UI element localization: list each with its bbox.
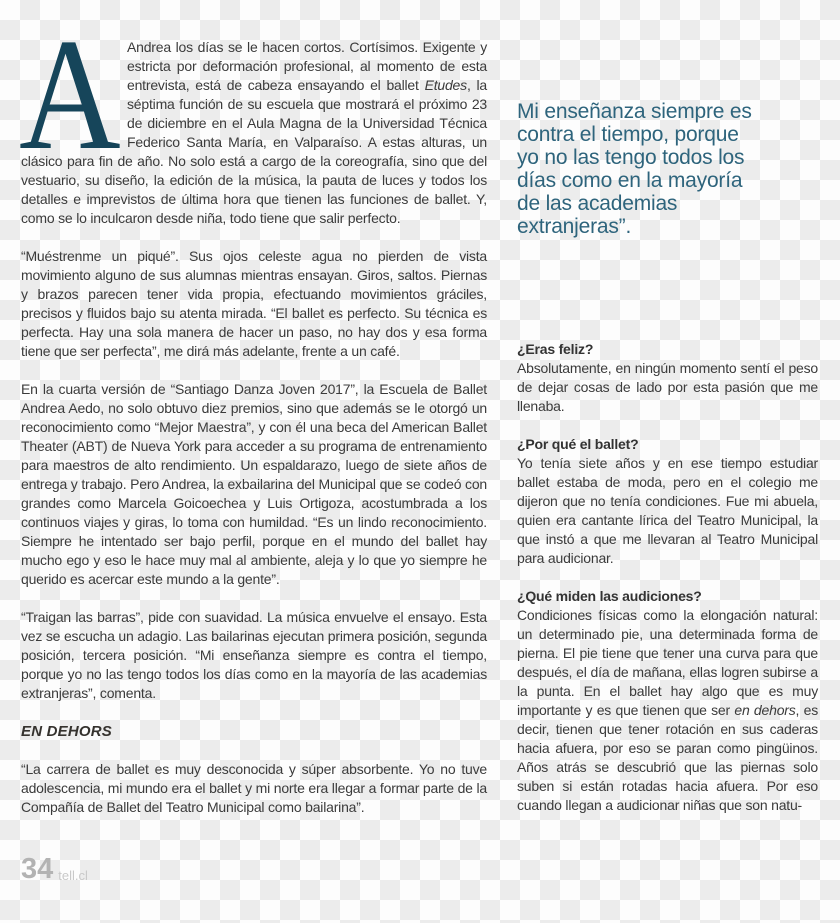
qa-answer-3-italic: en dehors — [734, 702, 796, 718]
intro-text-italic: Etudes — [424, 77, 467, 93]
qa-answer-3-pre: Condiciones físicas como la elongación natural: un determinado pie, una determinada forma de pierna. El pie tiene que tener una curva para que después, el día de mañana, ellas logren subirse a la punta. En el ballet hay algo que es muy importante y es que tienen que ser — [517, 607, 818, 718]
qa-answer-2: Yo tenía siete años y en ese tiempo estudiar ballet estaba de moda, pero en el colegio me dijeron que no tenía condiciones. Fue mi abuela, quien era cantante lírica del Teatro Municipal, la que instó a que me llevaran al Teatro Municipal para audicionar. — [517, 455, 818, 566]
site-label: tell.cl — [58, 868, 88, 883]
qa-item-2 — [517, 435, 818, 568]
article-left-column — [19, 5, 487, 836]
body-paragraph-2: En la cuarta versión de “Santiago Danza Joven 2017”, la Escuela de Ballet Andrea Aedo, no solo obtuvo diez premios, sino que además se le otorgó un reconocimiento como “Mejor Maestra”, y con él una beca del American Ballet Theater (ABT) de Nueva York para acceder a su programa de entrenamiento para maestros de alto rendimiento. Un espaldarazo, luego de siete años de entrega y trabajo. Pero Andrea, la exbailarina del Municipal que se codeó con grandes como Marcela Goicoechea y Luis Ortigoza, acostumbrada a los continuos viajes y giras, lo toma con humildad. “Es un lindo reconocimiento. Siempre he intentado ser bajo perfil, porque en el mundo del ballet hay mucho ego y eso le hace muy mal al ambiente, aleja y lo que yo siempre he querido es acercar este mundo a la gente”. — [21, 381, 487, 587]
qa-answer-3 — [517, 606, 818, 815]
intro-text-post: , la séptima función de su escuela que mostrará el próximo 23 de diciembre en el Aula Magna de la Universidad Técnica Federico Santa María, en Valparaíso. A estas alturas, un clásico para fin de año. No solo está a cargo de la coreografía, sino que del vestuario, su diseño, la edición de la música, la pauta de luces y todos los detalles e imprevistos de última hora que tienen las funciones de ballet. Y, como se lo inculcaron desde niña, todo tiene que salir perfecto. — [21, 77, 487, 226]
qa-question-3: ¿Qué miden las audiciones? — [517, 588, 702, 604]
qa-question-2: ¿Por qué el ballet? — [517, 436, 639, 452]
qa-column — [517, 340, 818, 834]
intro-paragraph — [21, 38, 487, 228]
page-footer — [21, 855, 88, 884]
page-number: 34 — [21, 853, 54, 885]
intro-text-pre: Andrea los días se le hacen cortos. Cortísimos. Exigente y estricta por deformación profesional, al momento de esta entrevista, está de cabeza ensayando el ballet — [127, 39, 487, 93]
qa-question-1: ¿Eras feliz? — [517, 341, 594, 357]
section-heading: EN DEHORS — [21, 723, 112, 740]
qa-answer-1: Absolutamente, en ningún momento sentí el peso de dejar cosas de lado por esta pasión que me llenaba. — [517, 360, 818, 414]
qa-item-1 — [517, 340, 818, 416]
drop-cap-letter: A — [19, 5, 121, 183]
body-paragraph-3: “Traigan las barras”, pide con suavidad. La música envuelve el ensayo. Esta vez se escucha un adagio. Las bailarinas ejecutan primera posición, segunda posición, tercera posición. “Mi enseñanza siempre es contra el tiempo, porque yo no las tengo todos los días como en la mayoría de las academias extranjeras”, comenta. — [21, 609, 487, 701]
body-paragraph-4: “La carrera de ballet es muy desconocida y súper absorbente. Yo no tuve adolescencia, mi mundo era el ballet y mi norte era llegar a formar parte de la Compañía de Ballet del Teatro Municipal como bailarina”. — [21, 761, 487, 815]
pull-quote: Mi enseñanza siempre es contra el tiempo, porque yo no las tengo todos los días como en la mayoría de las academias extranjeras”. — [517, 100, 752, 238]
qa-item-3 — [517, 587, 818, 815]
drop-cap-spacer — [21, 38, 127, 152]
qa-answer-3-post: , es decir, tienen que tener rotación en sus caderas hacia afuera, por eso se paran como pingüinos. Años atrás se descubrió que las piernas solo suben si están rotadas hacia afuera. Por eso cuando llegan a audicionar niñas que son natu- — [517, 702, 819, 813]
body-paragraph-1: “Muéstrenme un piqué”. Sus ojos celeste agua no pierden de vista movimiento alguno de sus alumnas mientras ensayan. Giros, saltos. Piernas y brazos parecen tener vida propia, efectuando movimientos gráciles, precisos y fluidos bajo su atenta mirada. “El ballet es perfecto. Su técnica es perfecta. Hay una sola manera de hacer un paso, no hay dos y esa forma tiene que ser perfecta”, me dirá más adelante, frente a un café. — [21, 248, 487, 359]
